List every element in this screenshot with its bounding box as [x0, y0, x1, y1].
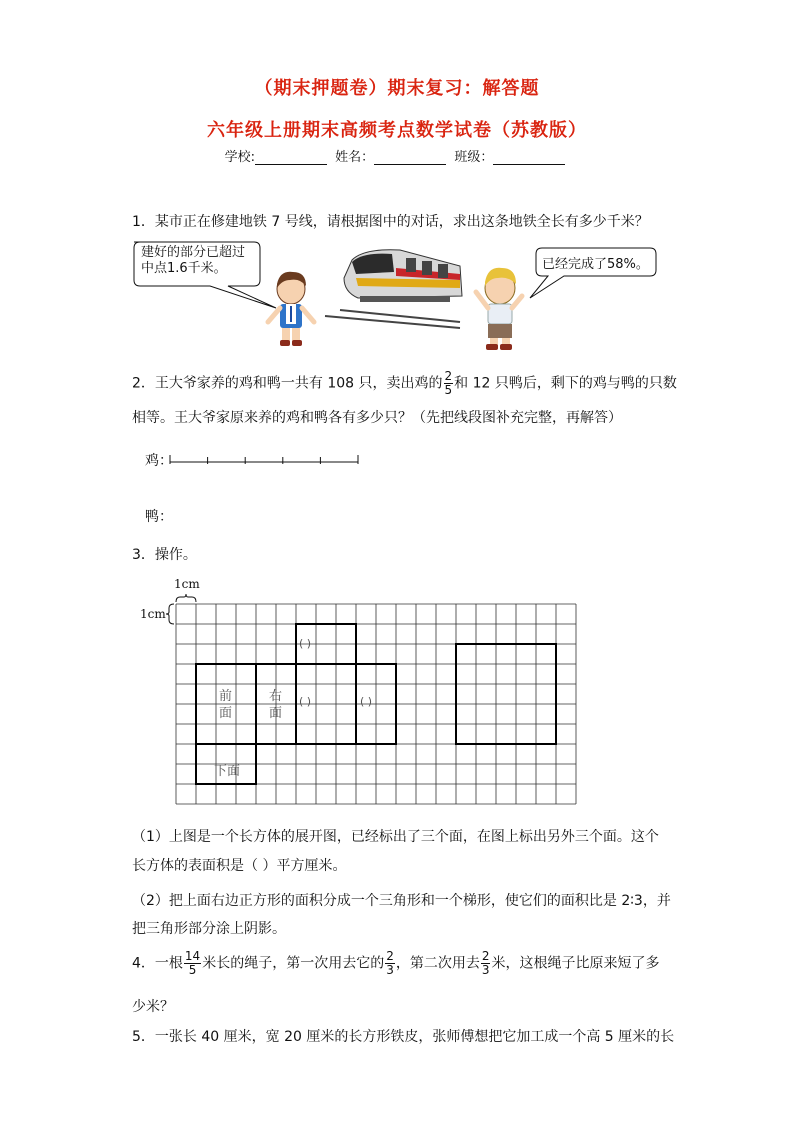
class-blank[interactable]: [493, 151, 565, 165]
q2-text-b: 和 12 只鸭后，剩下的鸡与鸭的只数: [454, 375, 677, 392]
question-3-heading: 3．操作。: [132, 547, 197, 563]
right-speech-bubble: [530, 248, 656, 298]
frac-denominator: 5: [188, 963, 197, 977]
brace-top-icon: [176, 594, 196, 602]
paren-blank-center[interactable]: ( ): [299, 695, 312, 708]
q3-sub2-line2: 把三角形部分涂上阴影。: [132, 921, 286, 937]
question-4-line1: [132, 950, 659, 977]
name-blank[interactable]: [374, 151, 446, 165]
frac-denominator: 3: [386, 963, 394, 977]
q4-text-b: 米长的绳子，第一次用去它的: [202, 955, 385, 972]
name-label: 姓名：: [335, 150, 375, 165]
frac-numerator: 14: [184, 949, 201, 963]
q3-sub1-line1: （1）上图是一个长方体的展开图，已经标出了三个面，在图上标出另外三个面。这个: [132, 829, 659, 845]
left-bubble-line1: 建好的部分已超过: [141, 245, 246, 260]
boy-right-figure: [476, 268, 522, 350]
q3-sub2-line1: （2）把上面右边正方形的面积分成一个三角形和一个梯形，使它们的面积比是 2∶3，并: [132, 893, 671, 909]
chicken-label: 鸡：: [145, 453, 173, 469]
boy-left-figure: [268, 272, 314, 346]
fraction-two-fifths: [444, 370, 454, 397]
school-blank[interactable]: [255, 151, 327, 165]
exam-title-line1: （期末押题卷）期末复习：解答题: [254, 78, 540, 99]
frac-numerator: 2: [386, 949, 394, 963]
q4-text-a: 4．一根: [132, 955, 183, 972]
fraction-fourteen-fifths: [184, 950, 201, 977]
q4-text-c: ，第二次用去: [395, 955, 480, 972]
question-2-line2: 相等。王大爷家原来养的鸡和鸭各有多少只？（先把线段图补充完整，再解答）: [132, 410, 622, 426]
fraction-two-thirds-a: [385, 950, 395, 977]
exam-title-line2: 六年级上册期末高频考点数学试卷（苏教版）: [207, 120, 587, 141]
frac-numerator: 2: [444, 369, 453, 383]
frac-denominator: 5: [444, 383, 453, 397]
q2-text-a: 2．王大爷家养的鸡和鸭一共有 108 只，卖出鸡的: [132, 375, 443, 392]
student-info-line: [0, 146, 794, 165]
right-square[interactable]: [456, 644, 556, 744]
left-bubble-line2: 中点1.6千米。: [141, 261, 227, 276]
face-label-right: 右面: [269, 689, 283, 721]
frac-denominator: 3: [481, 963, 490, 977]
duck-label: 鸭：: [145, 509, 173, 525]
subway-train-image: [325, 250, 462, 328]
q4-text-d: 米，这根绳子比原来短了多: [491, 955, 660, 972]
unit-label-left: 1cm: [140, 607, 166, 621]
frac-numerator: 2: [481, 949, 490, 963]
fraction-two-thirds-b: [481, 950, 491, 977]
school-label: 学校:: [224, 150, 256, 165]
question-2-line1: [132, 370, 677, 397]
chicken-segment-diagram[interactable]: [168, 452, 362, 466]
q3-sub1-line2: 长方体的表面积是（ ）平方厘米。: [132, 858, 347, 874]
question-1-text: 1．某市正在修建地铁 7 号线，请根据图中的对话，求出这条地铁全长有多少千米？: [132, 214, 649, 230]
right-bubble-text: 已经完成了58%。: [542, 257, 649, 272]
paren-blank-far[interactable]: ( ): [360, 695, 373, 708]
class-label: 班级：: [454, 150, 494, 165]
question-4-line2: 少米？: [132, 999, 174, 1015]
question-5-line1: 5．一张长 40 厘米，宽 20 厘米的长方形铁皮，张师傅想把它加工成一个高 5 厘米的长: [132, 1029, 675, 1045]
face-label-front: 前面: [219, 689, 233, 721]
brace-left-icon: [166, 604, 174, 624]
paren-blank-top[interactable]: ( ): [299, 637, 312, 650]
face-label-bottom: 下面: [214, 764, 241, 779]
unit-label-top: 1cm: [174, 577, 200, 591]
